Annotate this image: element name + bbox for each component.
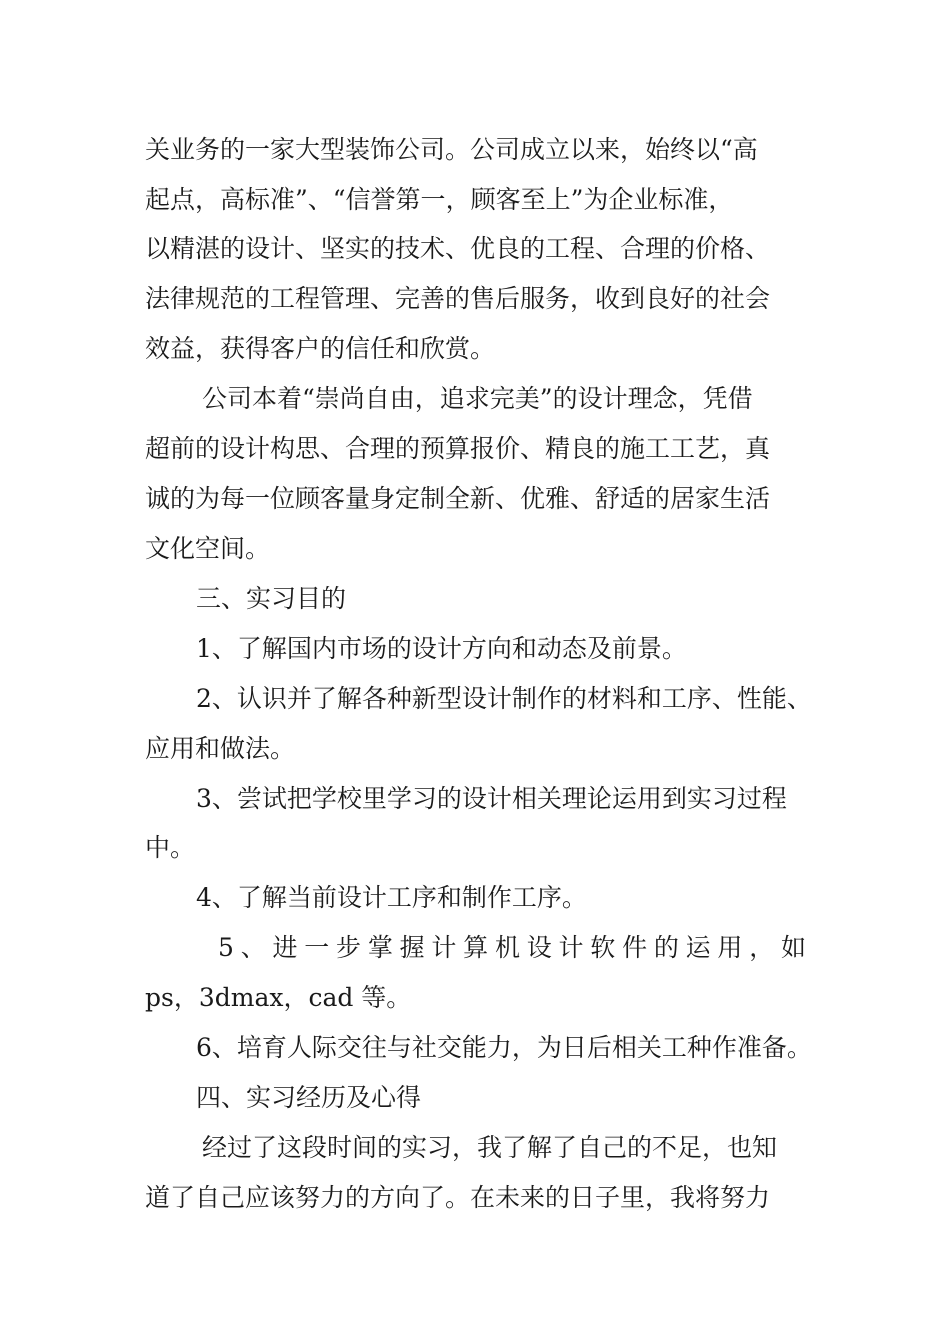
paragraph-first-line: 公司本着“崇尚自由，追求完美”的设计理念，凭借 [202,384,753,413]
text-line: 中。 [145,833,196,862]
text-line: 以精湛的设计、坚实的技术、优良的工程、合理的价格、 [145,234,771,263]
text-line: 诚的为每一位顾客量身定制全新、优雅、舒适的居家生活 [145,484,771,513]
text-line: 法律规范的工程管理、完善的售后服务，收到良好的社会 [145,284,771,313]
list-item: 1、了解国内市场的设计方向和动态及前景。 [196,634,687,663]
text-line: 文化空间。 [145,534,271,563]
text-line: 效益，获得客户的信任和欣赏。 [145,334,496,363]
text-line: ps，3dmax，cad 等。 [145,983,412,1012]
section-heading: 三、实习目的 [196,584,347,613]
text-line: 起点，高标准”、“信誉第一，顾客至上”为企业标准， [145,185,734,214]
list-item: 4、了解当前设计工序和制作工序。 [196,883,587,912]
section-heading: 四、实习经历及心得 [196,1083,422,1112]
list-item: 5、进一步掌握计算机设计软件的运用，如 [218,933,806,962]
text-line: 应用和做法。 [145,734,296,763]
text-line: 道了自己应该努力的方向了。在未来的日子里，我将努力 [145,1183,771,1212]
paragraph-first-line: 经过了这段时间的实习，我了解了自己的不足，也知 [202,1133,778,1162]
text-line: 超前的设计构思、合理的预算报价、精良的施工工艺，真 [145,434,771,463]
list-item: 2、认识并了解各种新型设计制作的材料和工序、性能、 [196,684,812,713]
list-item: 6、培育人际交往与社交能力，为日后相关工种作准备。 [196,1033,812,1062]
text-line: 关业务的一家大型装饰公司。公司成立以来，始终以“高 [145,135,758,164]
list-item: 3、尝试把学校里学习的设计相关理论运用到实习过程 [196,784,787,813]
